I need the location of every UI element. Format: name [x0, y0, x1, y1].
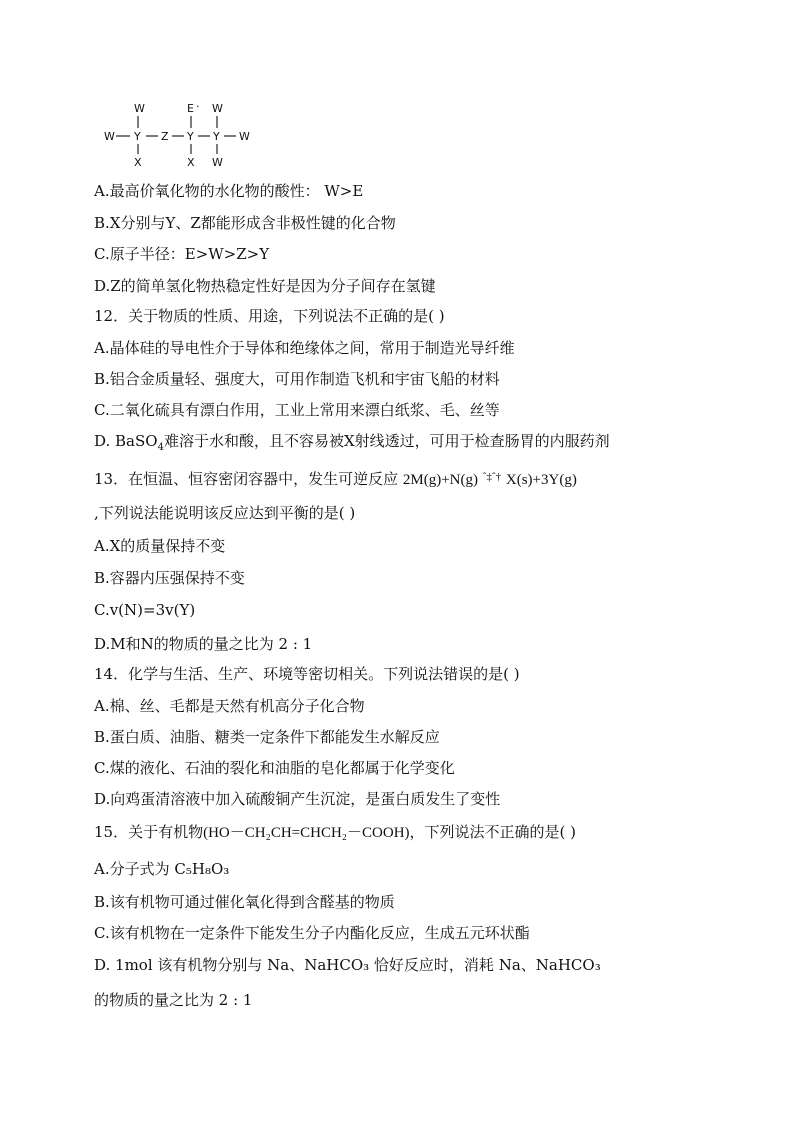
q14-option-c: C.煤的液化、石油的裂化和油脂的皂化都属于化学变化	[94, 759, 455, 777]
atom-y3-top: W	[212, 102, 223, 115]
structural-formula-svg	[100, 96, 270, 170]
atom-y1-top: W	[134, 102, 145, 115]
atom-y2-top: E	[187, 102, 194, 115]
atom-y2-top-dot: ·	[196, 100, 200, 113]
q15-stem	[94, 822, 576, 843]
q15-option-d-line1: D. 1mol 该有机物分别与 Na、NaHCO₃ 恰好反应时，消耗 Na、NaHCO₃	[94, 956, 601, 974]
q12-option-d-pre: D. BaSO	[94, 432, 158, 450]
q14-stem: 14．化学与生活、生产、环境等密切相关。下列说法错误的是( )	[94, 665, 520, 683]
q13-stem-text: 13．在恒温、恒容密闭容器中，发生可逆反应	[94, 470, 399, 488]
q13-stem-line2: ,下列说法能说明该反应达到平衡的是( )	[94, 504, 356, 522]
q12-option-a: A.晶体硅的导电性介于导体和绝缘体之间，常用于制造光导纤维	[94, 339, 515, 357]
q13-option-b: B.容器内压强保持不变	[94, 569, 245, 587]
q15-stem-pre: 15．关于有机物	[94, 823, 204, 841]
atom-w-right: W	[239, 130, 250, 143]
q15-option-d-line2: 的物质的量之比为 2 : 1	[94, 991, 253, 1009]
q14-option-b: B.蛋白质、油脂、糖类一定条件下都能发生水解反应	[94, 728, 440, 746]
q11-option-a: A.最高价氧化物的水化物的酸性： W>E	[94, 182, 364, 200]
q13-stem	[94, 469, 577, 491]
q14-option-a: A.棉、丝、毛都是天然有机高分子化合物	[94, 697, 365, 715]
q13-equilibrium-arrow: ˆ‡ˆ†	[482, 471, 502, 483]
q11-option-c: C.原子半径：E>W>Z>Y	[94, 245, 270, 263]
q15-option-c: C.该有机物在一定条件下能发生分子内酯化反应，生成五元环状酯	[94, 924, 530, 942]
q13-option-c: C.v(N)=3v(Y)	[94, 601, 196, 619]
q13-equation-left: 2M(g)+N(g)	[402, 472, 478, 488]
q15-stem-post: ，下列说法不正确的是( )	[409, 823, 577, 841]
atom-y2: Y	[187, 130, 194, 143]
atom-y1: Y	[134, 130, 141, 143]
atom-y2-bottom: X	[187, 156, 195, 169]
q14-option-d: D.向鸡蛋清溶液中加入硫酸铜产生沉淀，是蛋白质发生了变性	[94, 790, 501, 808]
q11-option-d: D.Z的简单氢化物热稳定性好是因为分子间存在氢键	[94, 277, 436, 295]
q12-option-b: B.铝合金质量轻、强度大，可用作制造飞机和宇宙飞船的材料	[94, 370, 500, 388]
q13-option-a: A.X的质量保持不变	[94, 537, 226, 555]
q15-option-b: B.该有机物可通过催化氧化得到含醛基的物质	[94, 893, 395, 911]
q12-stem: 12．关于物质的性质、用途，下列说法不正确的是( )	[94, 307, 445, 325]
q15-formula: (HO－CH₂CH=CHCH₂－COOH)	[203, 825, 410, 841]
q12-option-c: C.二氧化硫具有漂白作用，工业上常用来漂白纸浆、毛、丝等	[94, 401, 500, 419]
structural-formula	[100, 96, 270, 170]
q13-equation-right: X(s)+3Y(g)	[505, 472, 577, 488]
q12-option-d	[94, 431, 610, 451]
q12-option-d-post: 难溶于水和酸，且不容易被X射线透过，可用于检查肠胃的内服药剂	[163, 432, 610, 450]
q12-option-d-sub: 4	[157, 442, 164, 453]
q15-option-a: A.分子式为 C₅H₈O₃	[94, 860, 230, 878]
atom-w-left: W	[104, 130, 115, 143]
atom-y3-bottom: W	[212, 156, 223, 169]
atom-y3: Y	[213, 130, 220, 143]
atom-y1-bottom: X	[134, 156, 142, 169]
atom-z: Z	[161, 130, 169, 143]
q13-option-d: D.M和N的物质的量之比为 2 : 1	[94, 635, 313, 653]
q11-option-b: B.X分别与Y、Z都能形成含非极性键的化合物	[94, 214, 396, 232]
